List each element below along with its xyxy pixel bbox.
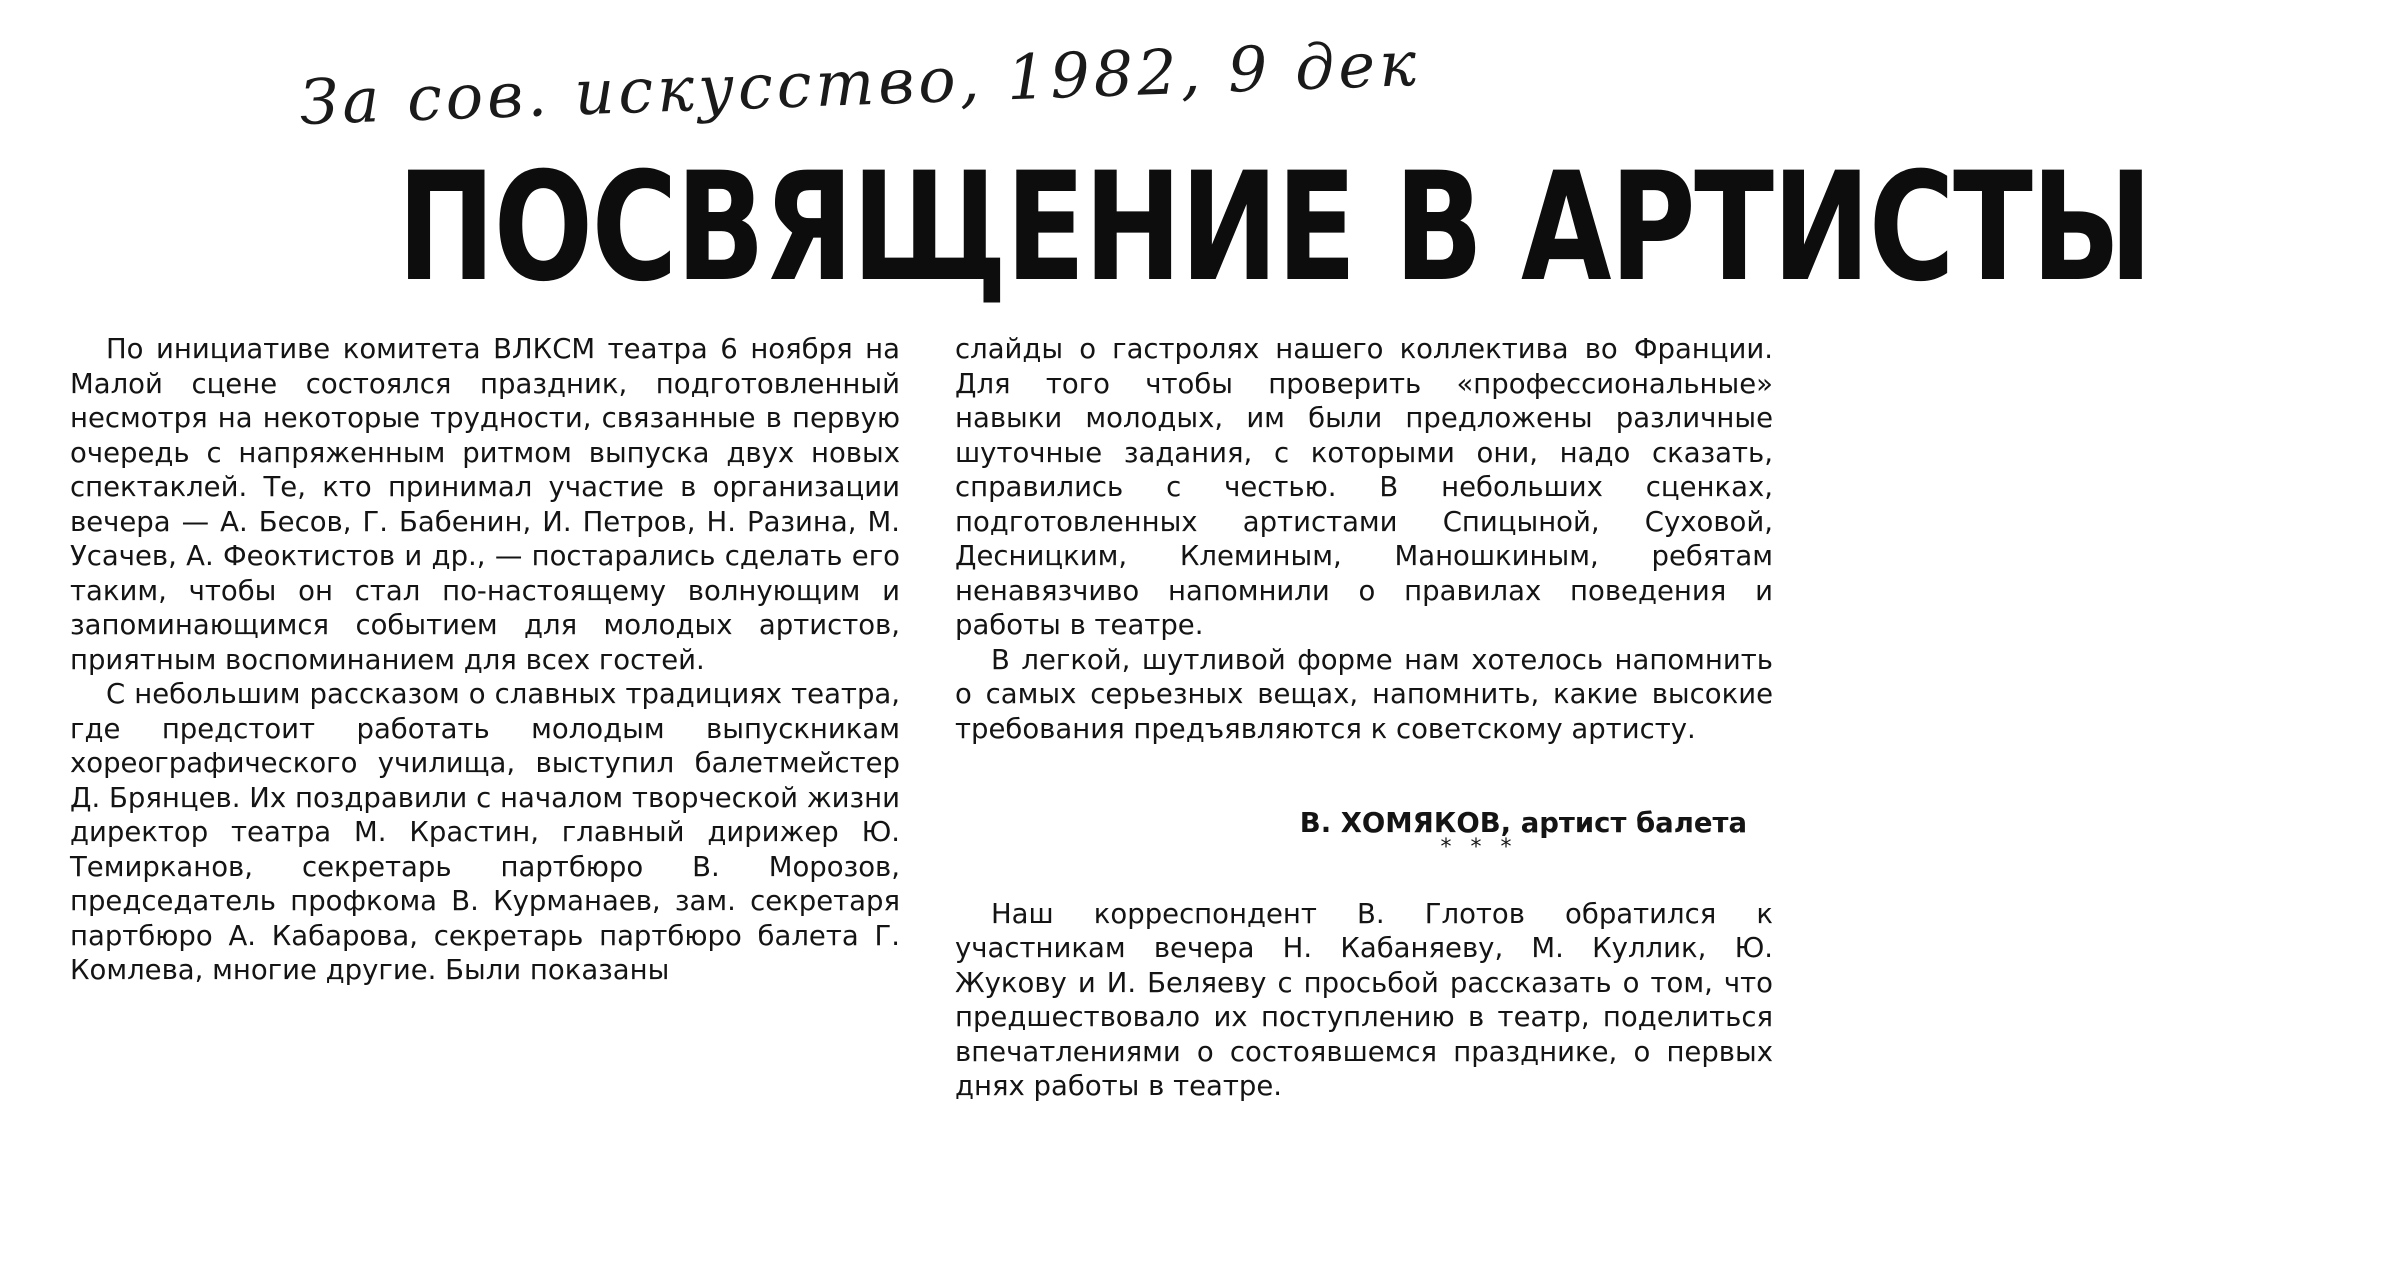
author-signature: [955, 806, 1773, 841]
paragraph-correspondent: Наш корреспондент В. Глотов обратился к участникам вечера Н. Кабаняеву, М. Куллик, Ю. Жукову и И. Беляеву с просьбой рассказать о том, что предшествовало их поступлению в театр, поделиться впечатлениями о состоявшемся празднике, о первых днях работы в театре.: [955, 897, 1773, 1102]
author-name: В. ХОМЯКОВ,: [1299, 807, 1512, 839]
headline-text: ПОСВЯЩЕНИЕ В АРТИСТЫ: [397, 141, 2151, 315]
article-headline: [150, 138, 2151, 318]
paragraph-intro: По инициативе комитета ВЛКСМ театра 6 ноября на Малой сцене состоялся праздник, подготовленный несмотря на некоторые трудности, связанные в первую очередь с напряженным ритмом выпуска двух новых спектаклей. Те, кто принимал участие в организации вечера — А. Бесов, Г. Бабенин, И. Петров, Н. Разина, М. Усачев, А. Феоктистов и др., — постарались сделать его таким, чтобы он стал по-настоящему волнующим и запоминающимся событием для молодых артистов, приятным воспоминанием для всех гостей.: [70, 333, 900, 676]
handwritten-source-note: За сов. искусство, 1982, 9 дек: [298, 26, 1422, 139]
section-separator: * * *: [1440, 834, 1518, 860]
paragraph-conclusion: В легкой, шутливой форме нам хотелось напомнить о самых серьезных вещах, напомнить, какие высокие требования предъявляются к советскому артисту.: [955, 643, 1773, 745]
paragraph-continuation: слайды о гастролях нашего коллектива во Франции. Для того чтобы проверить «профессиональные» навыки молодых, им были предложены различные шуточные задания, с которыми они, надо сказать, справились с честью. В небольших сценках, подготовленных артистами Спицыной, Суховой, Десницким, Клеминым, Маношкиным, ребятам ненавязчиво напомнили о правилах поведения и работы в театре.: [955, 333, 1773, 641]
paragraph-greetings: С небольшим рассказом о славных традициях театра, где предстоит работать молодым выпускникам хореографического училища, выступил балетмейстер Д. Брянцев. Их поздравили с началом творческой жизни директор театра М. Крастин, главный дирижер Ю. Темирканов, секретарь партбюро В. Морозов, председатель профкома В. Курманаев, зам. секретаря партбюро А. Кабарова, секретарь партбюро балета Г. Комлева, многие другие. Были показаны: [70, 678, 900, 986]
author-role: артист балета: [1520, 807, 1747, 839]
right-column: [955, 332, 1773, 1104]
left-column: [70, 332, 900, 988]
